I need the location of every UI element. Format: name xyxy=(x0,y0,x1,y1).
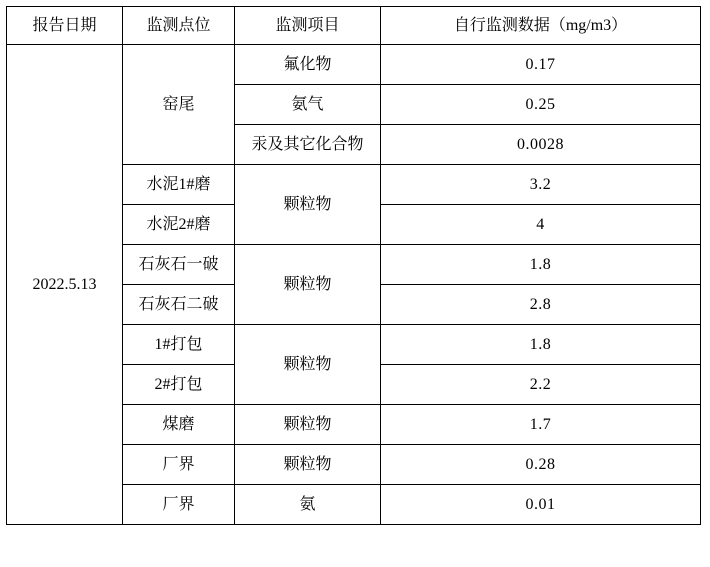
point-cell: 煤磨 xyxy=(123,405,235,445)
point-cell: 1#打包 xyxy=(123,325,235,365)
point-cell: 厂界 xyxy=(123,485,235,525)
item-cell: 氨气 xyxy=(235,85,381,125)
point-cell: 2#打包 xyxy=(123,365,235,405)
value-cell: 2.2 xyxy=(381,365,701,405)
item-cell: 颗粒物 xyxy=(235,445,381,485)
point-cell: 厂界 xyxy=(123,445,235,485)
column-header-date: 报告日期 xyxy=(7,7,123,45)
point-cell: 石灰石一破 xyxy=(123,245,235,285)
column-header-item: 监测项目 xyxy=(235,7,381,45)
value-cell: 1.7 xyxy=(381,405,701,445)
item-cell: 颗粒物 xyxy=(235,325,381,405)
value-cell: 4 xyxy=(381,205,701,245)
item-cell: 汞及其它化合物 xyxy=(235,125,381,165)
table-header-row xyxy=(7,7,701,45)
report-date-cell: 2022.5.13 xyxy=(7,45,123,525)
item-cell: 颗粒物 xyxy=(235,165,381,245)
value-cell: 0.17 xyxy=(381,45,701,85)
value-cell: 0.0028 xyxy=(381,125,701,165)
value-cell: 0.25 xyxy=(381,85,701,125)
value-cell: 1.8 xyxy=(381,325,701,365)
value-cell: 3.2 xyxy=(381,165,701,205)
column-header-value: 自行监测数据（mg/m3） xyxy=(381,7,701,45)
table-body xyxy=(7,45,701,525)
point-cell: 水泥2#磨 xyxy=(123,205,235,245)
value-cell: 0.01 xyxy=(381,485,701,525)
item-cell: 氨 xyxy=(235,485,381,525)
item-cell: 颗粒物 xyxy=(235,405,381,445)
point-cell: 窑尾 xyxy=(123,45,235,165)
point-cell: 石灰石二破 xyxy=(123,285,235,325)
table-row xyxy=(7,45,701,85)
point-cell: 水泥1#磨 xyxy=(123,165,235,205)
value-cell: 0.28 xyxy=(381,445,701,485)
value-cell: 2.8 xyxy=(381,285,701,325)
monitoring-data-table xyxy=(6,6,701,525)
item-cell: 氟化物 xyxy=(235,45,381,85)
item-cell: 颗粒物 xyxy=(235,245,381,325)
table-header xyxy=(7,7,701,45)
column-header-point: 监测点位 xyxy=(123,7,235,45)
value-cell: 1.8 xyxy=(381,245,701,285)
